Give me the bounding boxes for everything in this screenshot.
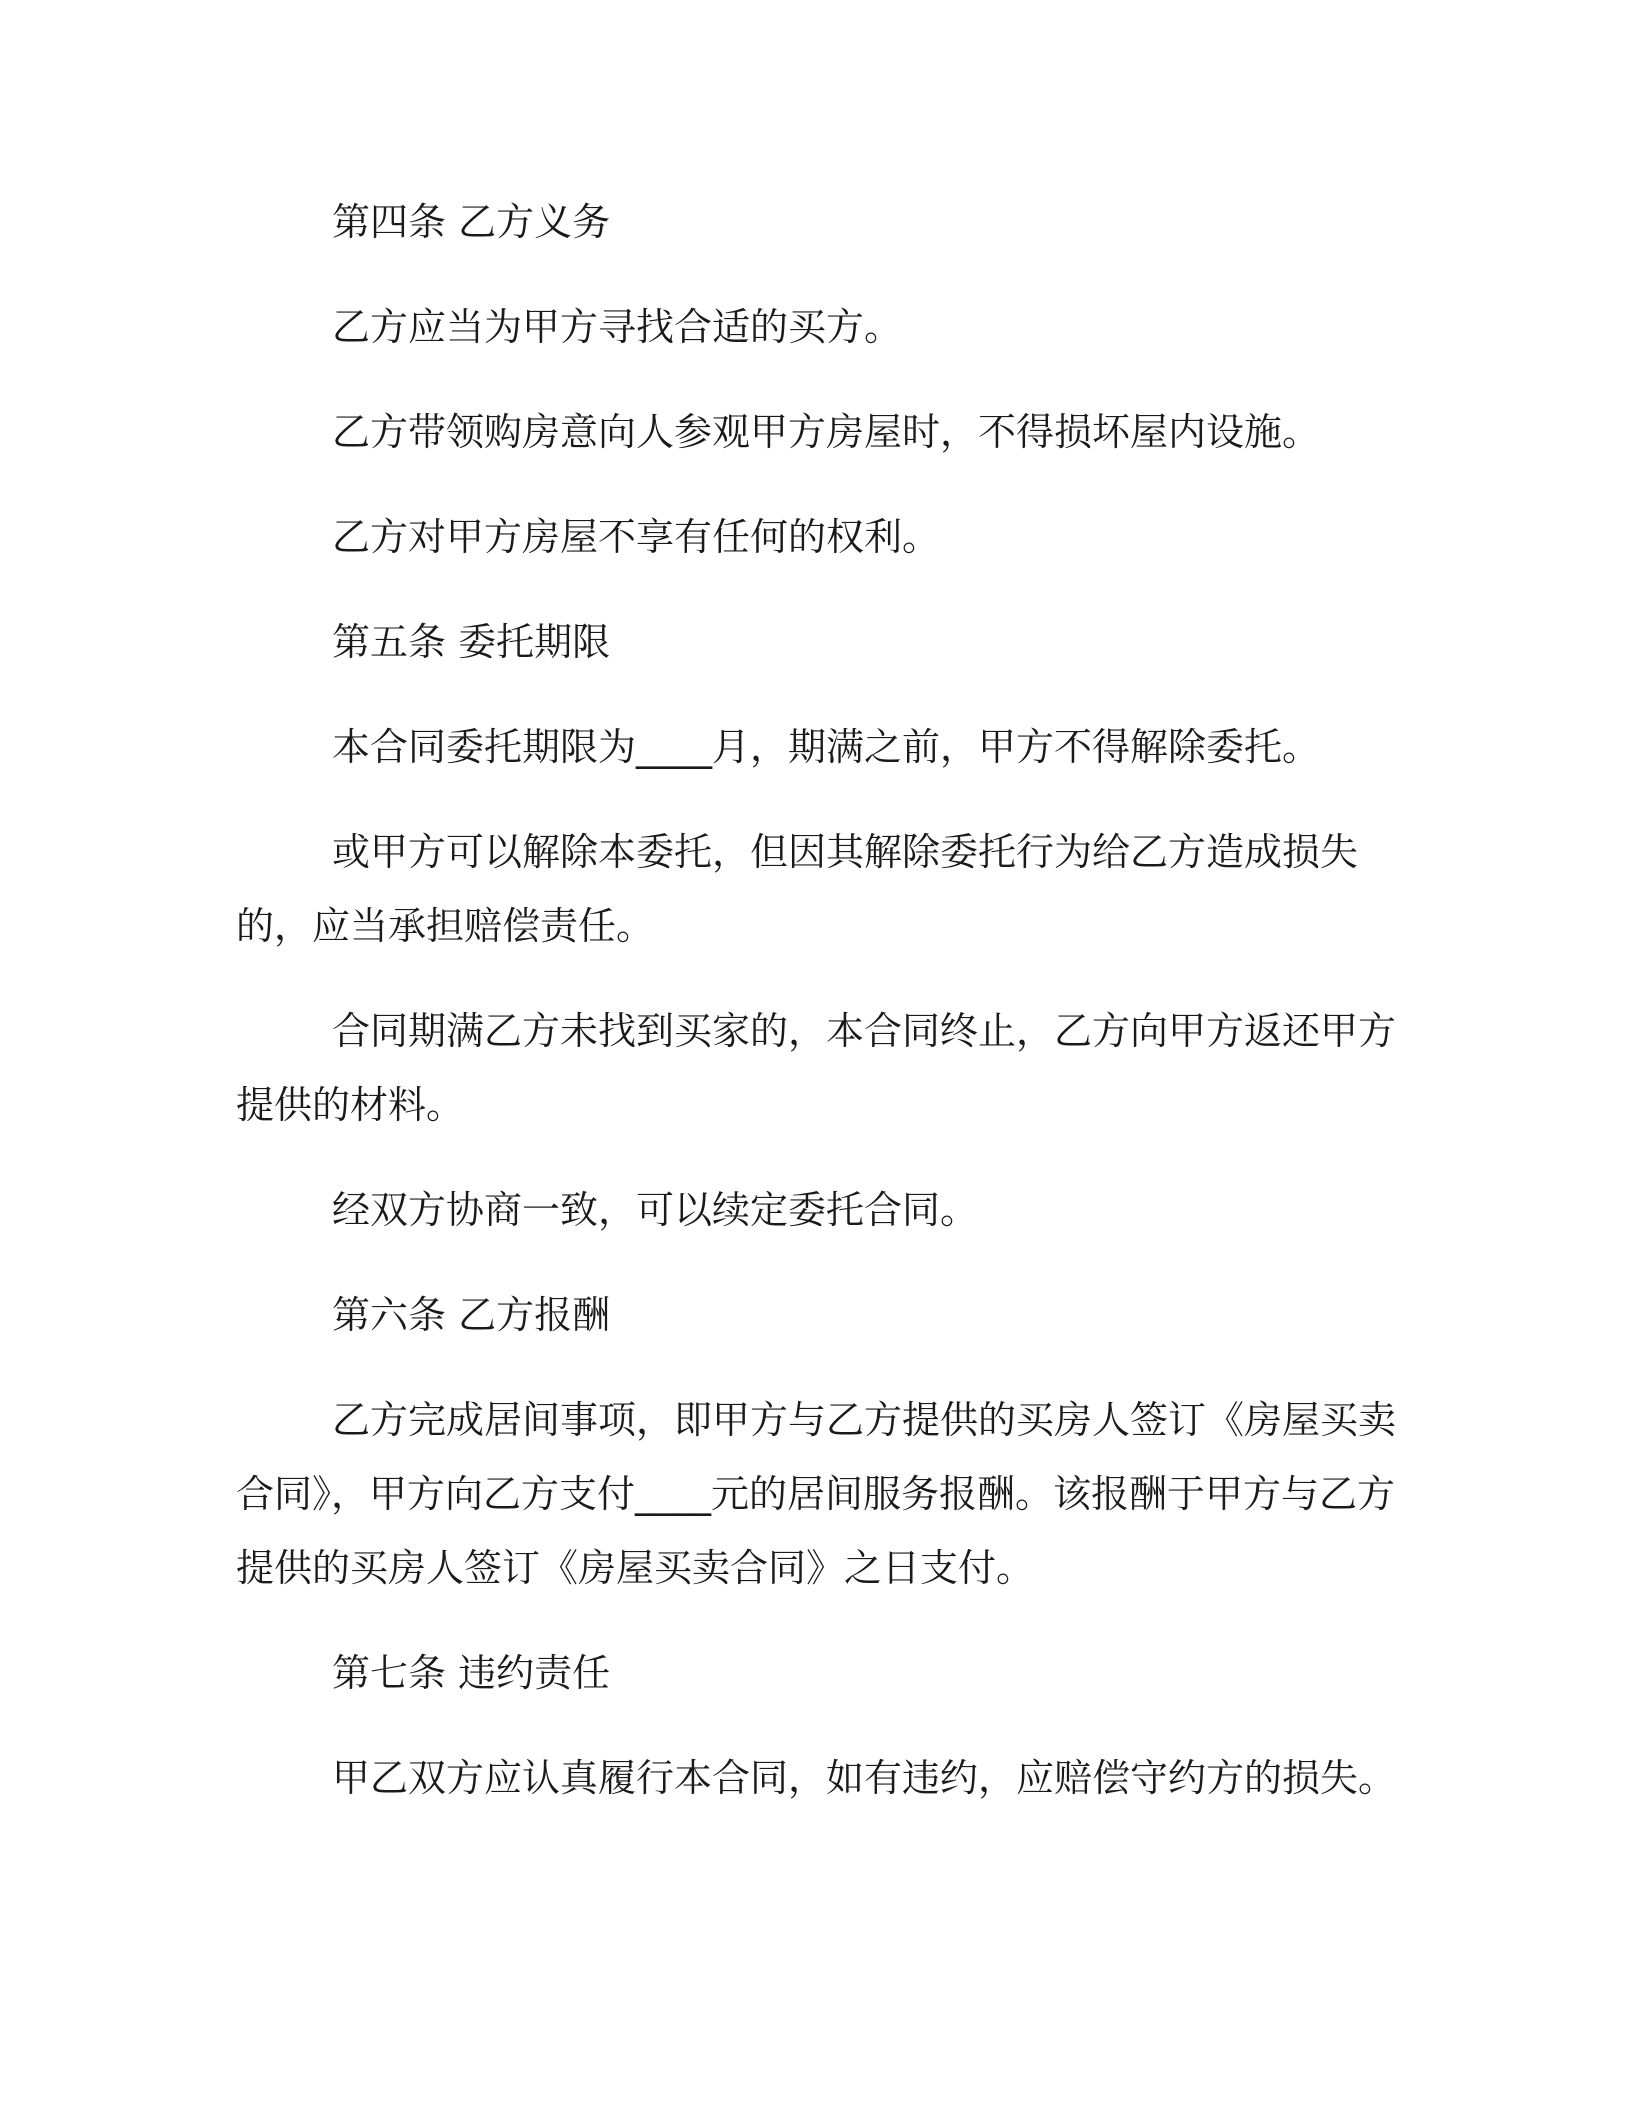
- paragraph: 乙方对甲方房屋不享有任何的权利。: [332, 515, 941, 559]
- paragraph: 乙方应当为甲方寻找合适的买方。: [332, 305, 903, 349]
- paragraph: 乙方带领购房意向人参观甲方房屋时，不得损坏屋内设施。: [332, 410, 1321, 454]
- section-heading-5: 第五条 委托期限: [332, 620, 611, 664]
- paragraph: 乙方完成居间事项，即甲方与乙方提供的买房人签订《房屋买卖合同》，甲方向乙方支付____元的居间服务报酬。该报酬于甲方与乙方提供的买房人签订《房屋买卖合同》之日支付。: [236, 1398, 1397, 1590]
- section-heading-6: 第六条 乙方报酬: [332, 1293, 611, 1337]
- paragraph: 甲乙双方应认真履行本合同，如有违约，应赔偿守约方的损失。: [332, 1756, 1397, 1800]
- paragraph: 或甲方可以解除本委托，但因其解除委托行为给乙方造成损失的，应当承担赔偿责任。: [236, 830, 1359, 948]
- paragraph: 本合同委托期限为____月，期满之前，甲方不得解除委托。: [332, 725, 1321, 769]
- section-heading-7: 第七条 违约责任: [332, 1651, 611, 1695]
- paragraph: 合同期满乙方未找到买家的，本合同终止，乙方向甲方返还甲方提供的材料。: [236, 1009, 1397, 1127]
- contract-body: [236, 185, 1406, 1846]
- section-heading-4: 第四条 乙方义务: [332, 200, 611, 244]
- paragraph: 经双方协商一致，可以续定委托合同。: [332, 1188, 979, 1232]
